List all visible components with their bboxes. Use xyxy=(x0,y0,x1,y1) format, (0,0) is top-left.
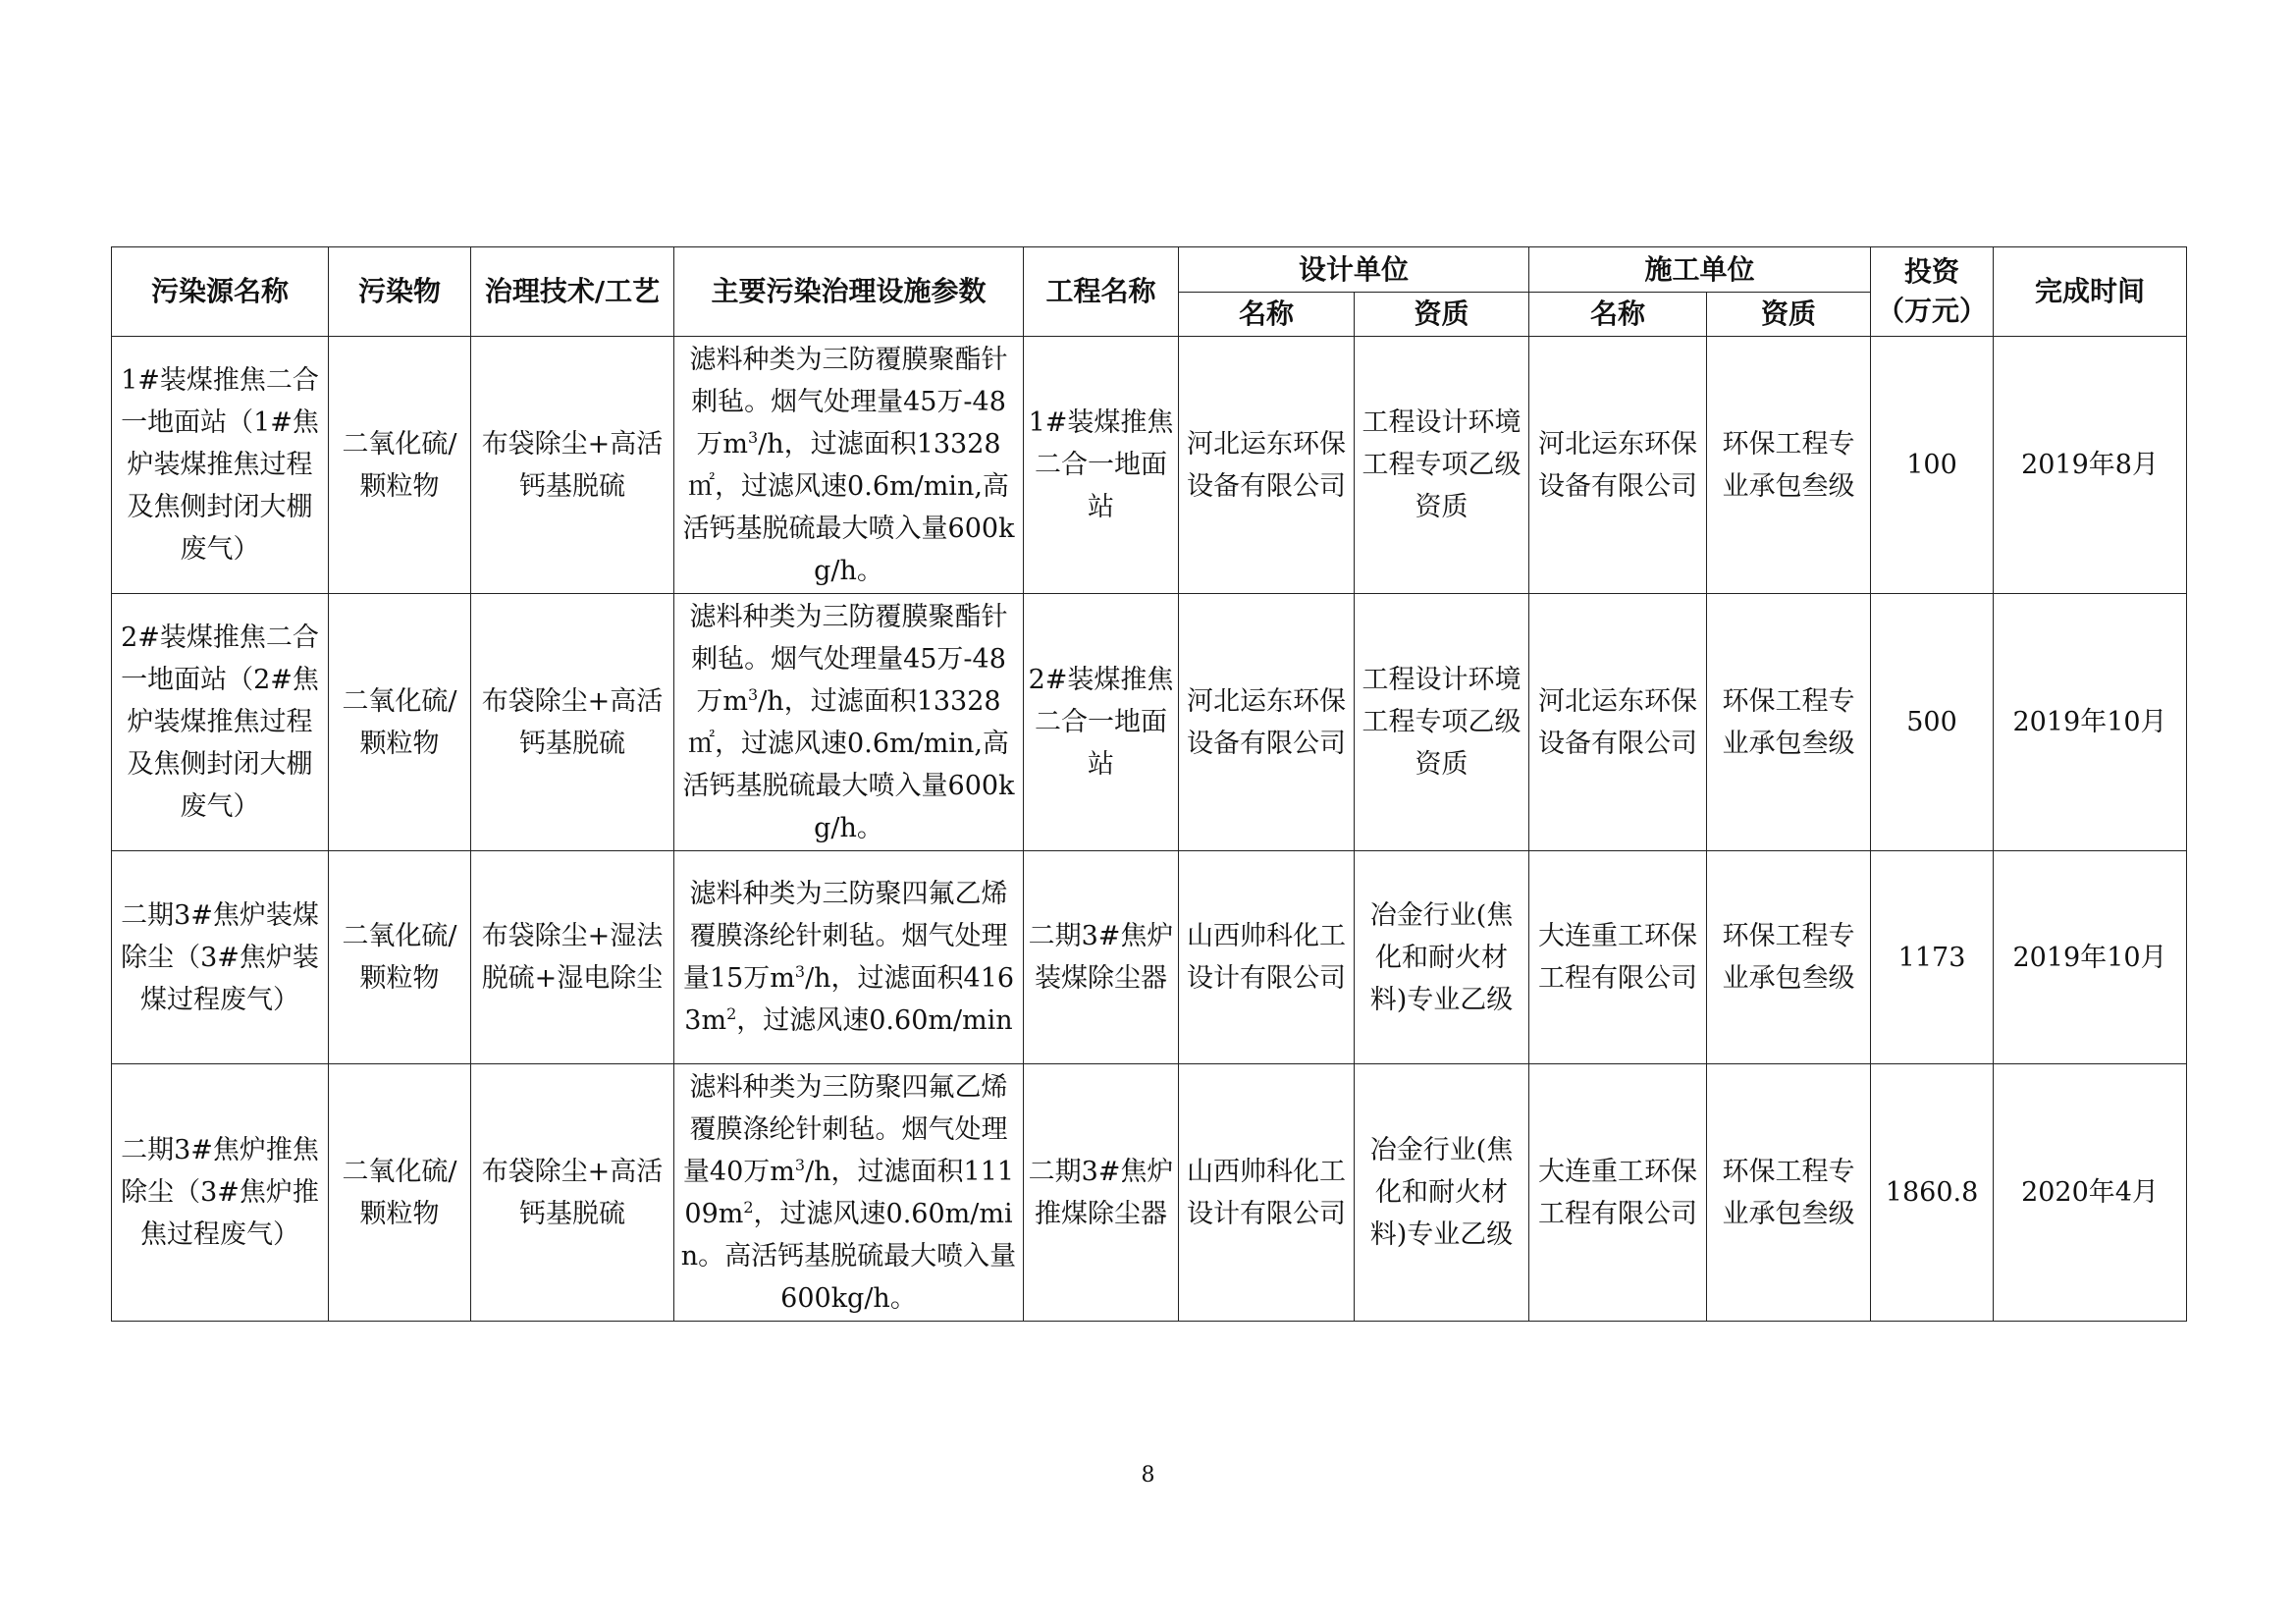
header-params: 主要污染治理设施参数 xyxy=(674,247,1024,337)
params-text-b: /h，过滤面积13328㎡ xyxy=(688,428,1001,502)
header-construction-unit: 施工单位 xyxy=(1529,247,1871,293)
cell-design-name: 河北运东环保设备有限公司 xyxy=(1179,594,1355,851)
cell-technology: 布袋除尘+高活钙基脱硫 xyxy=(471,594,674,851)
header-source: 污染源名称 xyxy=(112,247,329,337)
cell-completion: 2020年4月 xyxy=(1994,1064,2187,1322)
cell-design-qualification: 工程设计环境工程专项乙级资质 xyxy=(1355,594,1529,851)
cell-project: 2#装煤推焦二合一地面站 xyxy=(1024,594,1179,851)
cell-construction-name: 大连重工环保工程有限公司 xyxy=(1529,851,1707,1064)
cell-completion: 2019年8月 xyxy=(1994,337,2187,594)
cell-construction-name: 河北运东环保设备有限公司 xyxy=(1529,337,1707,594)
cell-project: 1#装煤推焦二合一地面站 xyxy=(1024,337,1179,594)
header-construction-qualification: 资质 xyxy=(1707,293,1871,337)
cell-technology: 布袋除尘+湿法脱硫+湿电除尘 xyxy=(471,851,674,1064)
header-investment-line1: 投资 xyxy=(1904,255,1960,288)
pollution-control-table xyxy=(111,246,2187,1322)
table-row xyxy=(112,851,2187,1064)
params-text-c: ，过滤风速0.6m/min,高活钙基脱硫最大喷入量600kg/h。 xyxy=(682,470,1015,586)
cell-source: 2#装煤推焦二合一地面站（2#焦炉装煤推焦过程及焦侧封闭大棚废气） xyxy=(112,594,329,851)
table-row xyxy=(112,1064,2187,1322)
cell-params xyxy=(674,594,1024,851)
cell-investment: 1860.8 xyxy=(1871,1064,1994,1322)
cell-construction-qualification: 环保工程专业承包叁级 xyxy=(1707,851,1871,1064)
cell-investment: 1173 xyxy=(1871,851,1994,1064)
params-text-a: 滤料种类为三防聚四氟乙烯覆膜涤纶针刺毡。烟气处理量40万m xyxy=(682,1071,1008,1187)
cell-params xyxy=(674,851,1024,1064)
cell-construction-qualification: 环保工程专业承包叁级 xyxy=(1707,1064,1871,1322)
header-design-unit: 设计单位 xyxy=(1179,247,1529,293)
cell-params xyxy=(674,1064,1024,1322)
cell-design-qualification: 冶金行业(焦化和耐火材料)专业乙级 xyxy=(1355,1064,1529,1322)
cell-params xyxy=(674,337,1024,594)
page-number: 8 xyxy=(1141,1463,1155,1488)
cell-completion: 2019年10月 xyxy=(1994,594,2187,851)
params-superscript-1: 3 xyxy=(794,962,806,981)
params-text-a: 滤料种类为三防聚四氟乙烯覆膜涤纶针刺毡。烟气处理量15万m xyxy=(682,879,1008,994)
header-investment-line2: （万元） xyxy=(1877,295,1988,327)
header-technology: 治理技术/工艺 xyxy=(471,247,674,337)
table-row xyxy=(112,594,2187,851)
cell-design-name: 山西帅科化工设计有限公司 xyxy=(1179,1064,1355,1322)
cell-technology: 布袋除尘+高活钙基脱硫 xyxy=(471,1064,674,1322)
header-pollutant: 污染物 xyxy=(329,247,471,337)
cell-pollutant: 二氧化硫/颗粒物 xyxy=(329,1064,471,1322)
cell-construction-name: 河北运东环保设备有限公司 xyxy=(1529,594,1707,851)
cell-design-name: 河北运东环保设备有限公司 xyxy=(1179,337,1355,594)
cell-investment: 100 xyxy=(1871,337,1994,594)
params-text-c: ，过滤风速0.60m/min。高活钙基脱硫最大喷入量600kg/h。 xyxy=(680,1198,1017,1314)
cell-pollutant: 二氧化硫/颗粒物 xyxy=(329,851,471,1064)
header-investment xyxy=(1871,247,1994,337)
cell-pollutant: 二氧化硫/颗粒物 xyxy=(329,337,471,594)
params-superscript-1: 3 xyxy=(794,1155,806,1174)
header-design-name: 名称 xyxy=(1179,293,1355,337)
cell-construction-qualification: 环保工程专业承包叁级 xyxy=(1707,594,1871,851)
params-text-b: /h，过滤面积4163m xyxy=(684,963,1015,1036)
cell-construction-qualification: 环保工程专业承包叁级 xyxy=(1707,337,1871,594)
cell-pollutant: 二氧化硫/颗粒物 xyxy=(329,594,471,851)
params-superscript-1: 3 xyxy=(748,684,759,704)
params-text-c: ，过滤风速0.6m/min,高活钙基脱硫最大喷入量600kg/h。 xyxy=(682,728,1015,843)
cell-project: 二期3#焦炉装煤除尘器 xyxy=(1024,851,1179,1064)
header-completion: 完成时间 xyxy=(1994,247,2187,337)
params-superscript-2: 2 xyxy=(726,1004,737,1023)
params-text-b: /h，过滤面积13328㎡ xyxy=(688,685,1001,759)
params-superscript-1: 3 xyxy=(748,427,759,447)
cell-investment: 500 xyxy=(1871,594,1994,851)
cell-source: 二期3#焦炉装煤除尘（3#焦炉装煤过程废气） xyxy=(112,851,329,1064)
header-design-qualification: 资质 xyxy=(1355,293,1529,337)
params-text-b: /h，过滤面积11109m xyxy=(684,1156,1015,1229)
params-superscript-2: 2 xyxy=(743,1197,754,1217)
header-project: 工程名称 xyxy=(1024,247,1179,337)
cell-design-name: 山西帅科化工设计有限公司 xyxy=(1179,851,1355,1064)
params-text-a: 滤料种类为三防覆膜聚酯针刺毡。烟气处理量45万-48万m xyxy=(689,601,1008,717)
params-text-a: 滤料种类为三防覆膜聚酯针刺毡。烟气处理量45万-48万m xyxy=(689,344,1008,460)
cell-construction-name: 大连重工环保工程有限公司 xyxy=(1529,1064,1707,1322)
cell-project: 二期3#焦炉推煤除尘器 xyxy=(1024,1064,1179,1322)
cell-source: 1#装煤推焦二合一地面站（1#焦炉装煤推焦过程及焦侧封闭大棚废气） xyxy=(112,337,329,594)
cell-design-qualification: 冶金行业(焦化和耐火材料)专业乙级 xyxy=(1355,851,1529,1064)
params-text-c: ，过滤风速0.60m/min xyxy=(736,1005,1013,1036)
table-row xyxy=(112,337,2187,594)
header-construction-name: 名称 xyxy=(1529,293,1707,337)
header-row-1 xyxy=(112,247,2187,293)
cell-technology: 布袋除尘+高活钙基脱硫 xyxy=(471,337,674,594)
cell-completion: 2019年10月 xyxy=(1994,851,2187,1064)
cell-design-qualification: 工程设计环境工程专项乙级资质 xyxy=(1355,337,1529,594)
cell-source: 二期3#焦炉推焦除尘（3#焦炉推焦过程废气） xyxy=(112,1064,329,1322)
